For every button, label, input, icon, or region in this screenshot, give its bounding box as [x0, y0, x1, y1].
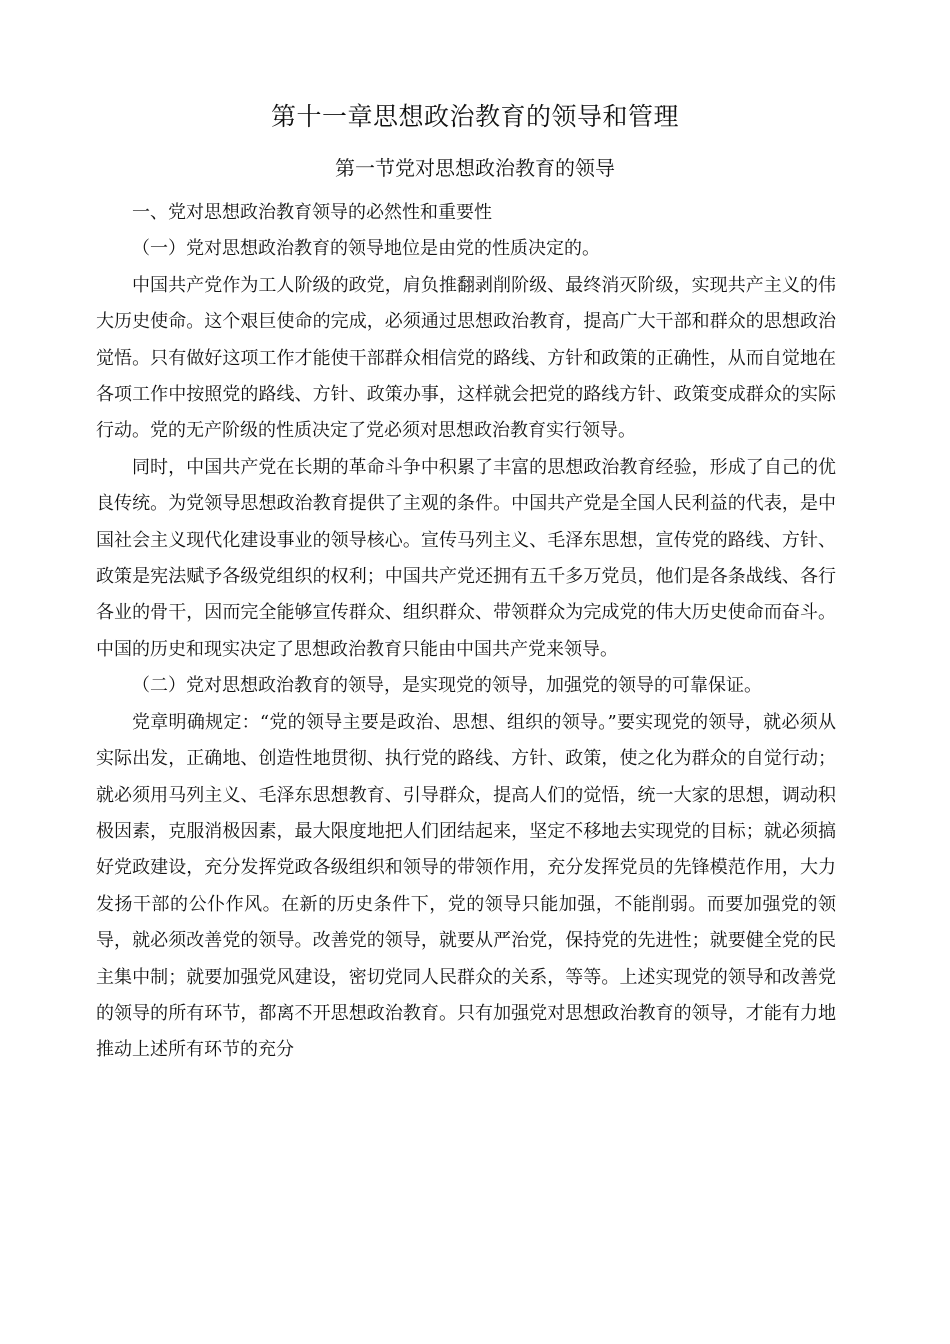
subheading-2: （二）党对思想政治教育的领导，是实现党的领导，加强党的领导的可靠保证。: [132, 675, 762, 697]
paragraph-2: 同时，中国共产党在长期的革命斗争中积累了丰富的思想政治教育经验，形成了自己的优良传统。为党领导思想政治教育提供了主观的条件。中国共产党是全国人民利益的代表，是中国社会主义现代化建设事业的领导核心。宣传马列主义、毛泽东思想，宣传党的路线、方针、政策是宪法赋予各级党组织的权利；中国共产党还拥有五千多万党员，他们是各条战线、各行各业的骨干，因而完全能够宣传群众、组织群众、带领群众为完成党的伟大历史使命而奋斗。中国的历史和现实决定了思想政治教育只能由中国共产党来领导。: [96, 456, 836, 660]
section-title: 第一节党对思想政治教育的领导: [335, 156, 615, 180]
paragraph-1: 中国共产党作为工人阶级的政党，肩负推翻剥削阶级、最终消灭阶级，实现共产主义的伟大历史使命。这个艰巨使命的完成，必须通过思想政治教育，提高广大干部和群众的思想政治觉悟。只有做好这项工作才能使干部群众相信党的路线、方针和政策的正确性，从而自觉地在各项工作中按照党的路线、方针、政策办事，这样就会把党的路线方针、政策变成群众的实际行动。党的无产阶级的性质决定了党必须对思想政治教育实行领导。: [96, 274, 836, 442]
chapter-title: 第十一章思想政治教育的领导和管理: [270, 102, 679, 131]
heading-1: 一、党对思想政治教育领导的必然性和重要性: [132, 202, 492, 223]
paragraph-3: 党章明确规定：“党的领导主要是政治、思想、组织的领导。”要实现党的领导，就必须从实际出发，正确地、创造性地贯彻、执行党的路线、方针、政策，使之化为群众的自觉行动；就必须用马列主义、毛泽东思想教育、引导群众，提高人们的觉悟，统一大家的思想，调动积极因素，克服消极因素，最大限度地把人们团结起来，坚定不移地去实现党的目标；就必须搞好党政建设，充分发挥党政各级组织和领导的带领作用，充分发挥党员的先锋模范作用，大力发扬干部的公仆作风。在新的历史条件下，党的领导只能加强，不能削弱。而要加强党的领导，就必须改善党的领导。改善党的领导，就要从严治党，保持党的先进性；就要健全党的民主集中制；就要加强党风建设，密切党同人民群众的关系，等等。上述实现党的领导和改善党的领导的所有环节，都离不开思想政治教育。只有加强党对思想政治教育的领导，才能有力地推动上述所有环节的充分: [96, 711, 836, 1061]
document-body: [96, 195, 836, 1069]
subheading-1: （一）党对思想政治教育的领导地位是由党的性质决定的。: [132, 238, 600, 260]
